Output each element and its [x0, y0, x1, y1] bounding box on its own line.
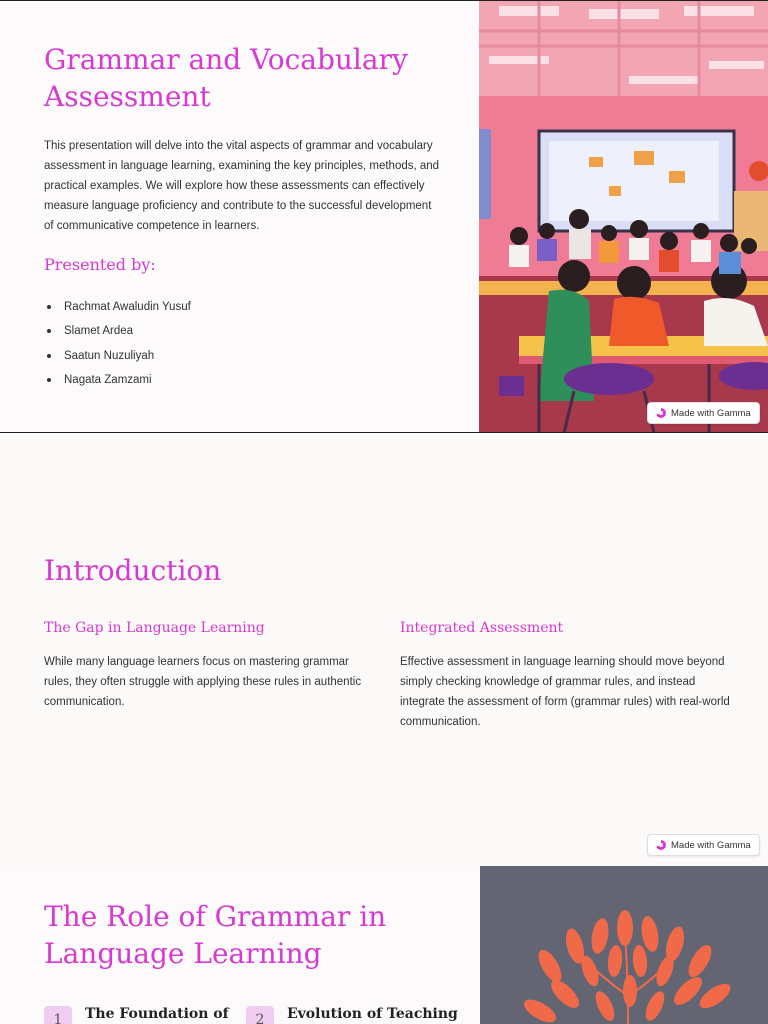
made-with-gamma-badge[interactable]: [647, 834, 760, 856]
badge-label: Made with Gamma: [671, 407, 751, 419]
gamma-logo-icon: [656, 840, 666, 850]
classroom-illustration: [479, 1, 768, 433]
gamma-logo-icon: [656, 408, 666, 418]
step-number: 2: [246, 1006, 274, 1024]
role-heading: The Role of Grammar in Language Learning: [44, 900, 387, 970]
slide-role-of-grammar: [0, 866, 768, 1024]
column-heading: Integrated Assessment: [400, 620, 564, 636]
presented-by-label: Presented by:: [44, 255, 156, 274]
slide-description: This presentation will delve into the vital aspects of grammar and vocabulary assessment in language learning, examining the key principles, methods, and practical examples. We will explore how these assessments can effectively measure language proficiency and contribute to the successful development of communicative competence in learners.: [44, 140, 440, 232]
slide-introduction: [0, 434, 768, 866]
introduction-heading: Introduction: [44, 554, 222, 587]
step-title: Evolution of Teaching: [287, 1006, 458, 1022]
made-with-gamma-badge[interactable]: [647, 402, 760, 424]
step-title: The Foundation of: [85, 1006, 229, 1022]
slide-title-heading: Grammar and Vocabulary Assessment: [44, 43, 408, 113]
slide-title: [0, 0, 768, 433]
presenter-item: Saatun Nuzuliyah: [44, 346, 191, 370]
leaf-illustration: [480, 866, 768, 1024]
step-number: 1: [44, 1006, 72, 1024]
presenter-item: Slamet Ardea: [44, 321, 191, 345]
column-text: While many language learners focus on mastering grammar rules, they often struggle with applying these rules in authentic communication.: [44, 656, 362, 708]
badge-label: Made with Gamma: [671, 839, 751, 851]
presenter-item: Nagata Zamzami: [44, 370, 191, 394]
column-heading: The Gap in Language Learning: [44, 620, 265, 636]
presenter-list: [44, 297, 191, 394]
column-text: Effective assessment in language learning should move beyond simply checking knowledge of grammar rules, and instead integrate the assessment of form (grammar rules) with real-world communication.: [400, 656, 730, 728]
presenter-item: Rachmat Awaludin Yusuf: [44, 297, 191, 321]
